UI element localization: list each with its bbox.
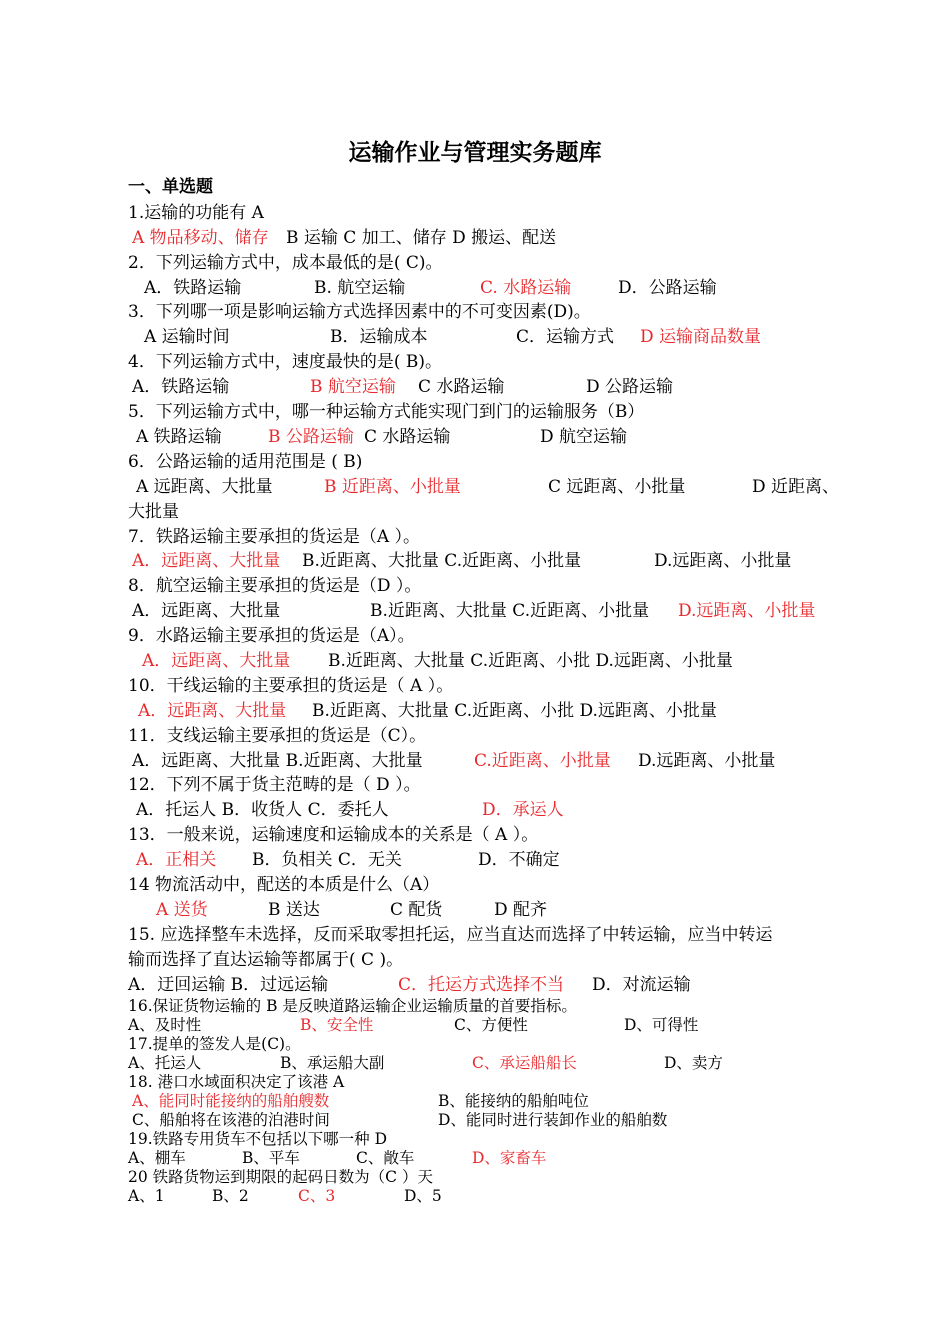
question-text: C 水路运输 [364, 427, 451, 447]
question-text: D.远距离、小批量 [654, 551, 792, 571]
question-text: 输而选择了直达运输等都属于( C )。 [128, 950, 404, 970]
correct-answer-text: D 运输商品数量 [640, 327, 762, 347]
question-text: D 航空运输 [540, 427, 628, 447]
question-text: 15. 应选择整车未选择，反而采取零担托运，应当直达而选择了中转运输，应当中转运 [128, 925, 773, 945]
question-text: B.近距离、大批量 C.近距离、小批量 [302, 551, 582, 571]
question-text: B、能接纳的船舶吨位 [438, 1092, 589, 1110]
correct-answer-text: D.远距离、小批量 [678, 601, 816, 621]
question-text: 18. 港口水域面积决定了该港 A [128, 1073, 345, 1091]
question-text: 14 物流活动中，配送的本质是什么（A） [128, 875, 440, 895]
question-text: C、船舶将在该港的泊港时间 [132, 1111, 330, 1129]
question-text: D 近距离、 [752, 477, 840, 497]
question-text: 3．下列哪一项是影响运输方式选择因素中的不可变因素(D)。 [128, 302, 591, 322]
question-text: 10．干线运输的主要承担的货运是（ A ）。 [128, 676, 454, 696]
correct-answer-text: A 送货 [156, 900, 208, 920]
question-text: 4．下列运输方式中，速度最快的是( B)。 [128, 352, 442, 372]
question-text: A 铁路运输 [136, 427, 222, 447]
question-text: 17.提单的签发人是(C)。 [128, 1035, 301, 1053]
question-text: 1.运输的功能有 A [128, 203, 264, 223]
question-text: B. 航空运输 [314, 278, 406, 298]
correct-answer-text: A、能同时能接纳的船舶艘数 [132, 1092, 330, 1110]
question-text: A、及时性 [128, 1016, 202, 1034]
question-text: 11．支线运输主要承担的货运是（C）。 [128, 726, 427, 746]
correct-answer-text: D．承运人 [482, 800, 564, 820]
question-text: A．铁路运输 [144, 278, 242, 298]
question-text: D．不确定 [478, 850, 560, 870]
question-text: A、托运人 [128, 1054, 202, 1072]
question-text: C 远距离、小批量 [548, 477, 686, 497]
question-text: C．运输方式 [516, 327, 615, 347]
correct-answer-text: B、安全性 [300, 1016, 374, 1034]
question-text: C 配货 [390, 900, 443, 920]
correct-answer-text: A．正相关 [136, 850, 217, 870]
question-text: D、能同时进行装卸作业的船舶数 [438, 1111, 668, 1129]
correct-answer-text: A．远距离、大批量 [132, 551, 281, 571]
question-text: 16.保证货物运输的 B 是反映道路运输企业运输质量的首要指标。 [128, 997, 577, 1015]
question-text: D、卖方 [664, 1054, 723, 1072]
question-text: B、2 [212, 1187, 249, 1205]
correct-answer-text: A．远距离、大批量 [142, 651, 291, 671]
question-text: B．负相关 C．无关 [252, 850, 402, 870]
question-text: B、平车 [242, 1149, 300, 1167]
question-text: C、敞车 [356, 1149, 415, 1167]
question-text: D．公路运输 [618, 278, 717, 298]
question-text: A、棚车 [128, 1149, 186, 1167]
question-text: 8．航空运输主要承担的货运是（D ）。 [128, 576, 422, 596]
page-title: 运输作业与管理实务题库 [348, 139, 602, 166]
question-text: A．铁路运输 [132, 377, 230, 397]
question-text: D 配齐 [494, 900, 548, 920]
question-text: D 公路运输 [586, 377, 674, 397]
question-text: D、5 [404, 1187, 442, 1205]
question-text: B 送达 [268, 900, 320, 920]
section-heading: 一、单选题 [128, 177, 213, 197]
question-text: A．托运人 B．收货人 C．委托人 [136, 800, 389, 820]
question-text: 20 铁路货物运到期限的起码日数为（C ）天 [128, 1168, 433, 1186]
question-text: 19.铁路专用货车不包括以下哪一种 D [128, 1130, 388, 1148]
question-text: B.近距离、大批量 C.近距离、小批 D.远距离、小批量 [312, 701, 717, 721]
question-text: A、1 [128, 1187, 165, 1205]
correct-answer-text: B 公路运输 [268, 427, 354, 447]
question-text: 13．一般来说，运输速度和运输成本的关系是（ A ）。 [128, 825, 539, 845]
correct-answer-text: B 近距离、小批量 [324, 477, 461, 497]
question-text: D.远距离、小批量 [638, 751, 776, 771]
question-text: B 运输 C 加工、储存 D 搬运、配送 [286, 228, 557, 248]
question-text: A 运输时间 [144, 327, 230, 347]
correct-answer-text: B 航空运输 [310, 377, 396, 397]
question-text: C 水路运输 [418, 377, 505, 397]
question-text: A．远距离、大批量 B.近距离、大批量 [132, 751, 423, 771]
question-text: B．运输成本 [330, 327, 428, 347]
question-text: 5．下列运输方式中，哪一种运输方式能实现门到门的运输服务（B） [128, 402, 645, 422]
question-text: 2．下列运输方式中，成本最低的是( C)。 [128, 253, 443, 273]
correct-answer-text: A 物品移动、储存 [132, 228, 269, 248]
question-text: 7．铁路运输主要承担的货运是（A ）。 [128, 527, 420, 547]
correct-answer-text: C.近距离、小批量 [474, 751, 611, 771]
question-text: B.近距离、大批量 C.近距离、小批 D.远距离、小批量 [328, 651, 733, 671]
correct-answer-text: C. 水路运输 [480, 278, 572, 298]
question-text: D、可得性 [624, 1016, 699, 1034]
question-text: B.近距离、大批量 C.近距离、小批量 [370, 601, 650, 621]
question-text: C、方便性 [454, 1016, 528, 1034]
correct-answer-text: A．远距离、大批量 [138, 701, 287, 721]
correct-answer-text: D、家畜车 [472, 1149, 547, 1167]
correct-answer-text: C、承运船船长 [472, 1054, 577, 1072]
question-text: A．远距离、大批量 [132, 601, 281, 621]
question-text: 6．公路运输的适用范围是 ( B) [128, 452, 363, 472]
question-text: D．对流运输 [592, 975, 691, 995]
question-text: A 远距离、大批量 [136, 477, 273, 497]
question-text: 9．水路运输主要承担的货运是（A）。 [128, 626, 415, 646]
question-text: B、承运船大副 [280, 1054, 385, 1072]
correct-answer-text: C、3 [298, 1187, 336, 1205]
correct-answer-text: C．托运方式选择不当 [398, 975, 565, 995]
question-text: 大批量 [128, 502, 179, 522]
question-text: 12．下列不属于货主范畴的是（ D ）。 [128, 775, 421, 795]
question-text: A．迂回运输 B．过远运输 [128, 975, 329, 995]
